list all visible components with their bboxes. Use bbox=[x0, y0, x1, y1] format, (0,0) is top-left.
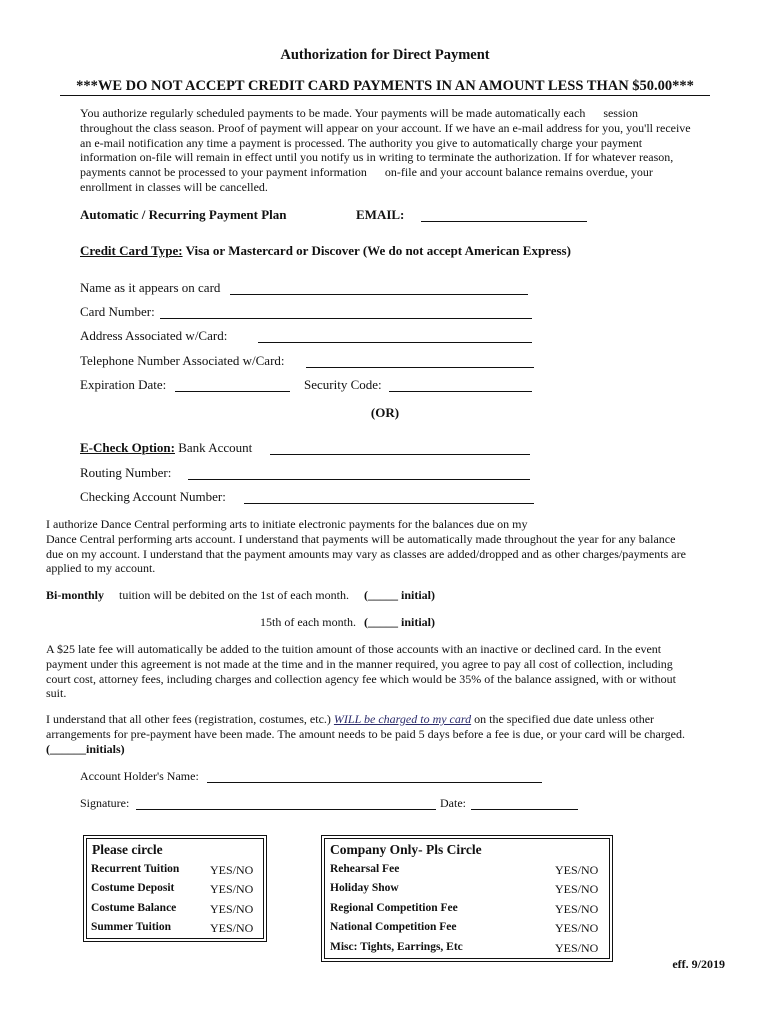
echeck-option-label: E-Check Option: bbox=[80, 440, 175, 455]
routing-number-field[interactable] bbox=[188, 468, 530, 480]
other-fees-pre: I understand that all other fees (registration, costumes, etc.) bbox=[46, 712, 334, 726]
please-circle-row-name: Recurrent Tuition bbox=[91, 863, 180, 875]
security-code-label: Security Code: bbox=[304, 377, 382, 392]
company-only-row bbox=[325, 941, 609, 960]
please-circle-row bbox=[87, 921, 263, 940]
signature-field[interactable] bbox=[136, 798, 436, 810]
authorization-line: Dance Central performing arts account. I understand that payments will be automatically made throughout the year for any balance bbox=[46, 531, 676, 546]
please-circle-row bbox=[87, 902, 263, 921]
please-circle-yes-no[interactable]: YES/NO bbox=[210, 921, 254, 935]
company-only-yes-no[interactable]: YES/NO bbox=[555, 882, 599, 896]
intro-line: enrollment in classes will be cancelled. bbox=[80, 179, 268, 194]
other-fees-post: on the specified due date unless other bbox=[471, 712, 655, 726]
other-fees-line: arrangements for pre-payment have been made. The amount needs to be paid 5 days before a fee is due, or your card will be charged. bbox=[46, 726, 685, 741]
card-number-label: Card Number: bbox=[80, 304, 155, 319]
late-fee-paragraph bbox=[46, 642, 676, 701]
effective-date: eff. 9/2019 bbox=[672, 957, 725, 971]
authorization-paragraph bbox=[46, 517, 686, 576]
bank-account-label: Bank Account bbox=[174, 440, 253, 455]
please-circle-row-name: Summer Tuition bbox=[91, 921, 171, 933]
late-fee-line: suit. bbox=[46, 686, 67, 701]
bimonthly-first-text: tuition will be debited on the 1st of each month. bbox=[119, 588, 349, 602]
warning-underline bbox=[60, 95, 710, 96]
checking-account-label: Checking Account Number: bbox=[80, 489, 226, 504]
intro-line: payments cannot be processed to your payment information on-file and your account balance remains overdue, your bbox=[80, 165, 653, 180]
please-circle-row-name: Costume Balance bbox=[91, 902, 177, 914]
company-only-row bbox=[325, 863, 609, 882]
intro-paragraph bbox=[80, 106, 691, 195]
authorization-line: due on my account. I understand that the payment amounts may vary as classes are added/dropped and as other charges/payments are bbox=[46, 546, 686, 561]
email-label: EMAIL: bbox=[356, 207, 405, 222]
company-only-row-name: National Competition Fee bbox=[330, 921, 457, 933]
recurring-plan-label: Automatic / Recurring Payment Plan bbox=[80, 207, 287, 222]
company-only-row-name: Regional Competition Fee bbox=[330, 902, 458, 914]
company-only-row-name: Rehearsal Fee bbox=[330, 863, 400, 875]
date-label: Date: bbox=[440, 796, 466, 810]
page-title: Authorization for Direct Payment bbox=[280, 47, 490, 63]
card-number-field[interactable] bbox=[160, 307, 532, 319]
please-circle-row-name: Costume Deposit bbox=[91, 882, 175, 894]
account-holder-field[interactable] bbox=[207, 771, 542, 783]
company-only-title: Company Only- Pls Circle bbox=[330, 842, 482, 857]
late-fee-line: A $25 late fee will automatically be added to the tuition amount of those accounts with an inactive or declined card. In the event bbox=[46, 642, 662, 656]
card-phone-label: Telephone Number Associated w/Card: bbox=[80, 353, 285, 368]
company-only-yes-no[interactable]: YES/NO bbox=[555, 863, 599, 877]
expiration-label: Expiration Date: bbox=[80, 377, 167, 392]
please-circle-row bbox=[87, 863, 263, 882]
card-name-label: Name as it appears on card bbox=[80, 280, 221, 295]
account-holder-label: Account Holder's Name: bbox=[80, 769, 199, 783]
credit-card-minimum-warning: ***WE DO NOT ACCEPT CREDIT CARD PAYMENTS IN AN AMOUNT LESS THAN $50.00*** bbox=[76, 78, 694, 94]
please-circle-title: Please circle bbox=[92, 842, 163, 857]
please-circle-yes-no[interactable]: YES/NO bbox=[210, 902, 254, 916]
intro-line: an e-mail notification any time a payment is processed. The authority you give to automatically charge your payment bbox=[80, 135, 643, 150]
company-only-box bbox=[324, 838, 610, 959]
company-only-row bbox=[325, 902, 609, 921]
or-divider: (OR) bbox=[370, 405, 400, 420]
other-fees-initials[interactable]: (______initials) bbox=[46, 741, 125, 756]
late-fee-line: court cost, attorney fees, including charges and collection agency fee which would be 35% of the balance assigned, with or without bbox=[46, 671, 676, 686]
authorization-line: I authorize Dance Central performing arts to initiate electronic payments for the balances due on my bbox=[46, 517, 528, 531]
intro-line: You authorize regularly scheduled payments to be made. Your payments will be made automatically each session bbox=[80, 106, 638, 120]
signature-label: Signature: bbox=[80, 796, 130, 810]
card-address-field[interactable] bbox=[258, 331, 532, 343]
intro-line: information on-file will remain in effect until you notify us in writing to terminate the authorization. If for whatever reason, bbox=[80, 150, 674, 165]
credit-card-type-text: Visa or Mastercard or Discover (We do not accept American Express) bbox=[182, 243, 571, 258]
bimonthly-label: Bi-monthly bbox=[46, 588, 105, 602]
company-only-yes-no[interactable]: YES/NO bbox=[555, 941, 599, 955]
bank-account-field[interactable] bbox=[270, 443, 530, 455]
please-circle-yes-no[interactable]: YES/NO bbox=[210, 863, 254, 877]
credit-card-type-label: Credit Card Type: bbox=[80, 243, 183, 258]
other-fees-paragraph bbox=[46, 712, 685, 756]
please-circle-row bbox=[87, 882, 263, 901]
routing-number-label: Routing Number: bbox=[80, 465, 172, 480]
card-name-field[interactable] bbox=[230, 283, 528, 295]
email-field[interactable] bbox=[421, 210, 587, 222]
please-circle-yes-no[interactable]: YES/NO bbox=[210, 882, 254, 896]
intro-line: throughout the class season. Proof of payment will appear on your account. If we have an e-mail address for you, you'll receive bbox=[80, 120, 691, 135]
company-only-row bbox=[325, 921, 609, 940]
company-only-row bbox=[325, 882, 609, 901]
late-fee-line: payment under this agreement is not made at the time and in the manner required, you agree to pay all cost of collection, including bbox=[46, 656, 673, 671]
company-only-yes-no[interactable]: YES/NO bbox=[555, 902, 599, 916]
card-phone-field[interactable] bbox=[306, 356, 534, 368]
echeck-bank-row bbox=[80, 440, 252, 456]
bimonthly-fifteenth-text: 15th of each month. bbox=[260, 615, 356, 629]
checking-account-field[interactable] bbox=[244, 492, 534, 504]
company-only-yes-no[interactable]: YES/NO bbox=[555, 921, 599, 935]
authorization-line: applied to my account. bbox=[46, 561, 156, 576]
bimonthly-fifteenth-initial[interactable]: (_____ initial) bbox=[364, 615, 435, 629]
date-field[interactable] bbox=[471, 798, 578, 810]
bimonthly-first-initial[interactable]: (_____ initial) bbox=[364, 588, 435, 602]
other-fees-line bbox=[46, 712, 685, 727]
security-code-field[interactable] bbox=[389, 380, 532, 392]
company-only-row-name: Misc: Tights, Earrings, Etc bbox=[330, 941, 463, 953]
credit-card-type bbox=[80, 243, 571, 259]
please-circle-box bbox=[86, 838, 264, 939]
company-only-row-name: Holiday Show bbox=[330, 882, 399, 894]
charged-to-card-text: WILL be charged to my card bbox=[333, 712, 472, 726]
card-address-label: Address Associated w/Card: bbox=[80, 328, 228, 343]
expiration-field[interactable] bbox=[175, 380, 290, 392]
